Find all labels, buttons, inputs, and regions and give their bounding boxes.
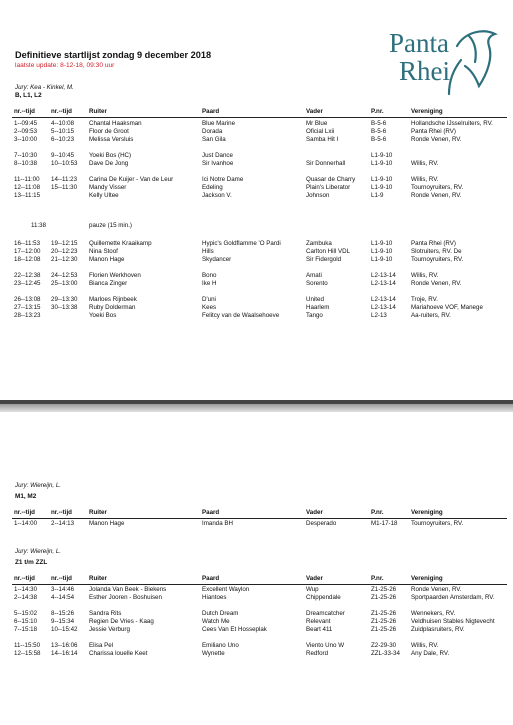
cell-horse: Hills: [202, 248, 214, 255]
table-row: [12, 184, 507, 192]
cell-horse: San Gila: [202, 136, 226, 143]
cell-start-2: 19--12:15: [51, 240, 78, 247]
cell-start-2: 10--10:53: [51, 160, 78, 167]
cell-start-2: 8--15:26: [51, 610, 75, 617]
cell-test-number: Z1-25-26: [371, 618, 397, 625]
cell-test-number: Z1-25-26: [371, 610, 397, 617]
table-row: [12, 192, 507, 200]
cell-test-number: L1-9-10: [371, 240, 393, 247]
cell-club: Aa-ruiters, RV.: [411, 312, 451, 319]
cell-horse: Imanda BH: [202, 520, 233, 527]
cell-club: Ronde Venen, RV.: [411, 586, 462, 593]
jury-label: Jury: Kea - Kinkel, M.: [15, 84, 74, 91]
cell-horse: Dutch Dream: [202, 610, 239, 617]
table-row: [12, 176, 507, 184]
cell-club: Wennekers, RV.: [411, 610, 456, 617]
table-row: [12, 296, 507, 304]
cell-start-1: 3--10:00: [14, 136, 38, 143]
cell-start-1: 8--10:38: [14, 160, 38, 167]
cell-sire: Quasar de Charry: [306, 176, 356, 183]
cell-start-2: 3--14:46: [51, 586, 75, 593]
cell-club: Any Dale, RV.: [411, 650, 450, 657]
table-header: [12, 108, 507, 118]
cell-horse: Watch Me: [202, 618, 230, 625]
cell-rider: Manon Hage: [89, 256, 125, 263]
table-row: [12, 312, 507, 320]
cell-start-1: 22--12:38: [14, 272, 41, 279]
table-row: [12, 520, 507, 528]
cell-test-number: Z1-25-26: [371, 586, 397, 593]
cell-rider: Bianca Zinger: [89, 280, 128, 287]
panta-rhei-logo: [383, 22, 503, 112]
cell-test-number: L2-13-14: [371, 272, 396, 279]
cell-start-1: 7--10:30: [14, 152, 38, 159]
header-paard: Paard: [202, 509, 220, 516]
pause-row: [12, 222, 212, 230]
cell-sire: Redford: [306, 650, 329, 657]
cell-start-1: 1--14:30: [14, 586, 38, 593]
cell-club: Sportpaarden Amsterdam, RV.: [411, 594, 495, 601]
cell-club: Panta Rhei (RV): [411, 128, 456, 135]
cell-horse: Excellent Waylon: [202, 586, 250, 593]
cell-club: Hollandsche IJsselruiters, RV.: [411, 120, 493, 127]
cell-start-2: 9--15:34: [51, 618, 75, 625]
cell-start-1: 18--12:08: [14, 256, 41, 263]
cell-rider: Floor de Groot: [89, 128, 129, 135]
cell-start-2: 9--10:45: [51, 152, 75, 159]
cell-start-1: 16--11:53: [14, 240, 41, 247]
cell-horse: Skydancer: [202, 256, 232, 263]
cell-rider: Jolanda Van Beek - Biekens: [89, 586, 167, 593]
last-update-note: laatste update: 8-12-18, 09:30 uur: [15, 62, 115, 69]
cell-sire: Johnson: [306, 192, 330, 199]
cell-horse: Hiantoes: [202, 594, 227, 601]
cell-start-1: 1--09:45: [14, 120, 38, 127]
header-pnr: P.nr.: [371, 108, 384, 115]
cell-horse: Blue Marine: [202, 120, 236, 127]
cell-start-1: 2--09:53: [14, 128, 38, 135]
cell-rider: Esther Jooren - Boshuisen: [89, 594, 162, 601]
cell-club: Ronde Venen, RV.: [411, 280, 462, 287]
cell-sire: Relevant: [306, 618, 331, 625]
page-divider: [0, 400, 513, 412]
table-row: [12, 304, 507, 312]
table-row: [12, 650, 507, 658]
table-row: [12, 128, 507, 136]
table-row: [12, 610, 507, 618]
header-nr-tijd-2: nr.--tijd: [51, 108, 72, 115]
cell-test-number: L1-9-10: [371, 256, 393, 263]
horse-head-icon: [449, 31, 495, 94]
logo-text-rhei: Rhei: [399, 56, 450, 86]
cell-rider: Dave De Jong: [89, 160, 129, 167]
cell-rider: Melissa Versluis: [89, 136, 134, 143]
cell-test-number: L2-13-14: [371, 304, 396, 311]
cell-test-number: ZZL-33-34: [371, 650, 400, 657]
jury-label: Jury: Wiereijn, L.: [15, 548, 62, 555]
cell-start-1: 5--15:02: [14, 610, 38, 617]
cell-start-2: 24--12:53: [51, 272, 78, 279]
cell-start-2: 14--16:14: [51, 650, 78, 657]
table-row: [12, 642, 507, 650]
cell-start-1: 12--15:58: [14, 650, 41, 657]
cell-rider: Jessie Verburg: [89, 626, 130, 633]
cell-start-2: 4--14:54: [51, 594, 75, 601]
cell-test-number: B-5-6: [371, 120, 387, 127]
cell-start-2: 5--10:15: [51, 128, 75, 135]
cell-start-2: 29--13:30: [51, 296, 78, 303]
cell-test-number: M1-17-18: [371, 520, 398, 527]
cell-test-number: L1-9-10: [371, 248, 393, 255]
cell-start-1: 7--15:18: [14, 626, 38, 633]
cell-horse: D'uni: [202, 296, 216, 303]
header-nr-tijd-1: nr.--tijd: [14, 509, 35, 516]
cell-start-1: 28--13:23: [14, 312, 41, 319]
startlist-page-2: [0, 412, 513, 725]
cell-rider: Elisa Pel: [89, 642, 114, 649]
cell-club: Willis, RV.: [411, 272, 439, 279]
table-row: [12, 240, 507, 248]
cell-start-2: 15--11:30: [51, 184, 78, 191]
table-row: [12, 586, 507, 594]
header-pnr: P.nr.: [371, 509, 384, 516]
cell-sire: Carlton Hill VDL: [306, 248, 351, 255]
cell-rider: Marloes Rijnbeek: [89, 296, 137, 303]
cell-start-2: 4--10:08: [51, 120, 75, 127]
cell-club: Ronde Venen, RV.: [411, 136, 462, 143]
cell-rider: Yoeki Bos (HC): [89, 152, 132, 159]
logo-text-panta: Panta: [389, 28, 449, 58]
cell-test-number: Z2-29-30: [371, 642, 397, 649]
table-row: [12, 256, 507, 264]
table-row: [12, 618, 507, 626]
cell-start-1: 12--11:08: [14, 184, 41, 191]
cell-horse: Ici Notre Dame: [202, 176, 244, 183]
cell-test-number: L2-13-14: [371, 296, 396, 303]
cell-sire: Chippendale: [306, 594, 341, 601]
cell-horse: Edeling: [202, 184, 223, 191]
cell-test-number: B-5-6: [371, 136, 387, 143]
cell-horse: Jackson V.: [202, 192, 232, 199]
cell-rider: Manon Hage: [89, 520, 125, 527]
cell-sire: Sir Donnerhall: [306, 160, 346, 167]
cell-sire: United: [306, 296, 324, 303]
header-paard: Paard: [202, 575, 220, 582]
cell-rider: Kelly Ultee: [89, 192, 119, 199]
cell-horse: Cees Van Et Hosseplak: [202, 626, 267, 633]
header-ruiter: Ruiter: [89, 575, 107, 582]
cell-club: Troje, RV.: [411, 296, 438, 303]
cell-start-1: 27--13:15: [14, 304, 41, 311]
cell-start-1: 13--11:15: [14, 192, 41, 199]
cell-start-2: 2--14:13: [51, 520, 75, 527]
cell-test-number: L2-13-14: [371, 280, 396, 287]
cell-test-number: Z1-25-26: [371, 626, 397, 633]
cell-rider: Mandy Visser: [89, 184, 127, 191]
jury-label: Jury: Wiereijn, L.: [15, 482, 62, 489]
cell-club: Tournoyruiters, RV.: [411, 256, 464, 263]
header-vereniging: Vereniging: [411, 509, 443, 516]
header-vader: Vader: [306, 509, 323, 516]
class-label: M1, M2: [15, 493, 37, 500]
cell-start-2: 10--15:42: [51, 626, 78, 633]
cell-horse: Emiliano Uno: [202, 642, 239, 649]
header-vereniging: Vereniging: [411, 575, 443, 582]
cell-club: Zuidplasruiters, RV.: [411, 626, 465, 633]
cell-start-2: 14--11:23: [51, 176, 78, 183]
cell-start-2: 21--12:30: [51, 256, 78, 263]
header-vereniging: Vereniging: [411, 108, 443, 115]
pause-label: pauze (15 min.): [89, 222, 132, 229]
header-nr-tijd-2: nr.--tijd: [51, 509, 72, 516]
header-nr-tijd-2: nr.--tijd: [51, 575, 72, 582]
table-row: [12, 280, 507, 288]
cell-horse: Dorada: [202, 128, 223, 135]
table-row: [12, 594, 507, 602]
cell-horse: Wynette: [202, 650, 225, 657]
table-header: [12, 575, 507, 585]
cell-sire: Haarlem: [306, 304, 330, 311]
cell-club: Tournoyruiters, RV.: [411, 184, 464, 191]
header-nr-tijd-1: nr.--tijd: [14, 575, 35, 582]
header-pnr: P.nr.: [371, 575, 384, 582]
cell-sire: Wup: [306, 586, 319, 593]
class-label: B, L1, L2: [15, 92, 42, 99]
cell-start-1: 23--12:45: [14, 280, 41, 287]
cell-sire: Zambuka: [306, 240, 332, 247]
cell-test-number: L2-13: [371, 312, 387, 319]
header-nr-tijd-1: nr.--tijd: [14, 108, 35, 115]
cell-start-1: 11--15:50: [14, 642, 41, 649]
header-paard: Paard: [202, 108, 220, 115]
cell-test-number: L1-9-10: [371, 152, 393, 159]
cell-sire: Mr Blue: [306, 120, 328, 127]
cell-start-1: 26--13:08: [14, 296, 41, 303]
cell-test-number: L1-9-10: [371, 160, 393, 167]
cell-rider: Regien De Vries - Kaag: [89, 618, 154, 625]
cell-start-2: 30--13:38: [51, 304, 78, 311]
table-row: [12, 136, 507, 144]
cell-club: Willis, RV.: [411, 642, 439, 649]
class-label: Z1 t/m ZZL: [15, 559, 48, 566]
cell-test-number: B-5-6: [371, 128, 387, 135]
cell-test-number: L1-9: [371, 192, 384, 199]
cell-horse: Felitcy van de Waalsehoeve: [202, 312, 280, 319]
cell-start-1: 1--14:00: [14, 520, 38, 527]
cell-rider: Florien Werkhoven: [89, 272, 141, 279]
cell-horse: Hypic's Goldflamme 'O Pardi: [202, 240, 281, 247]
cell-start-2: 20--12:23: [51, 248, 78, 255]
cell-club: Veldhuisen Stables Nigtevecht: [411, 618, 495, 625]
cell-sire: Desperado: [306, 520, 337, 527]
table-row: [12, 626, 507, 634]
cell-sire: Beart 411: [306, 626, 333, 633]
table-row: [12, 248, 507, 256]
cell-sire: Tango: [306, 312, 323, 319]
cell-rider: Charissa louelle Keet: [89, 650, 148, 657]
cell-club: Willis, RV.: [411, 160, 439, 167]
cell-test-number: Z1-25-26: [371, 594, 397, 601]
cell-horse: Sir Ivanhoe: [202, 160, 234, 167]
cell-rider: Chantal Haaksman: [89, 120, 142, 127]
header-vader: Vader: [306, 575, 323, 582]
cell-start-1: 11--11:00: [14, 176, 40, 183]
table-header: [12, 509, 507, 519]
cell-start-1: 6--15:10: [14, 618, 38, 625]
cell-test-number: L1-9-10: [371, 176, 393, 183]
cell-horse: Ike H: [202, 280, 217, 287]
cell-club: Tournoyruiters, RV.: [411, 520, 464, 527]
cell-start-2: 25--13:00: [51, 280, 78, 287]
cell-rider: Ruby Dolderman: [89, 304, 136, 311]
cell-rider: Carina De Kuijer - Van de Leur: [89, 176, 174, 183]
header-ruiter: Ruiter: [89, 108, 107, 115]
cell-start-1: 17--12:00: [14, 248, 41, 255]
cell-horse: Kees: [202, 304, 217, 311]
cell-club: Mariahoeve VOF, Manege: [411, 304, 483, 311]
table-row: [12, 272, 507, 280]
cell-sire: Sorento: [306, 280, 328, 287]
table-row: [12, 160, 507, 168]
header-vader: Vader: [306, 108, 323, 115]
pause-time: 11:38: [31, 222, 47, 229]
cell-sire: Samba Hit I: [306, 136, 339, 143]
table-row: [12, 152, 507, 160]
header-ruiter: Ruiter: [89, 509, 107, 516]
cell-club: Willis, RV.: [411, 176, 439, 183]
cell-sire: Amati: [306, 272, 322, 279]
cell-start-2: 6--10:23: [51, 136, 75, 143]
cell-club: Ronde Venen, RV.: [411, 192, 462, 199]
cell-club: Slotruiters, RV. De: [411, 248, 462, 255]
cell-sire: Sir Fidergold: [306, 256, 342, 263]
cell-sire: Plain's Liberator: [306, 184, 351, 191]
cell-start-1: 2--14:38: [14, 594, 38, 601]
cell-rider: Quillemette Kraaikamp: [89, 240, 152, 247]
cell-sire: Viento Uno W: [306, 642, 345, 649]
cell-start-2: 13--16:06: [51, 642, 78, 649]
cell-sire: Oficial Lxii: [306, 128, 335, 135]
cell-horse: Just Dance: [202, 152, 233, 159]
cell-horse: Bono: [202, 272, 217, 279]
cell-sire: Dreamcatcher: [306, 610, 345, 617]
cell-rider: Nina Stoof: [89, 248, 118, 255]
cell-rider: Yoeki Bos: [89, 312, 117, 319]
table-row: [12, 120, 507, 128]
cell-club: Panta Rhei (RV): [411, 240, 456, 247]
page-title: Definitieve startlijst zondag 9 december 2018: [15, 50, 212, 60]
cell-rider: Sandra Rits: [89, 610, 122, 617]
cell-test-number: L1-9-10: [371, 184, 393, 191]
